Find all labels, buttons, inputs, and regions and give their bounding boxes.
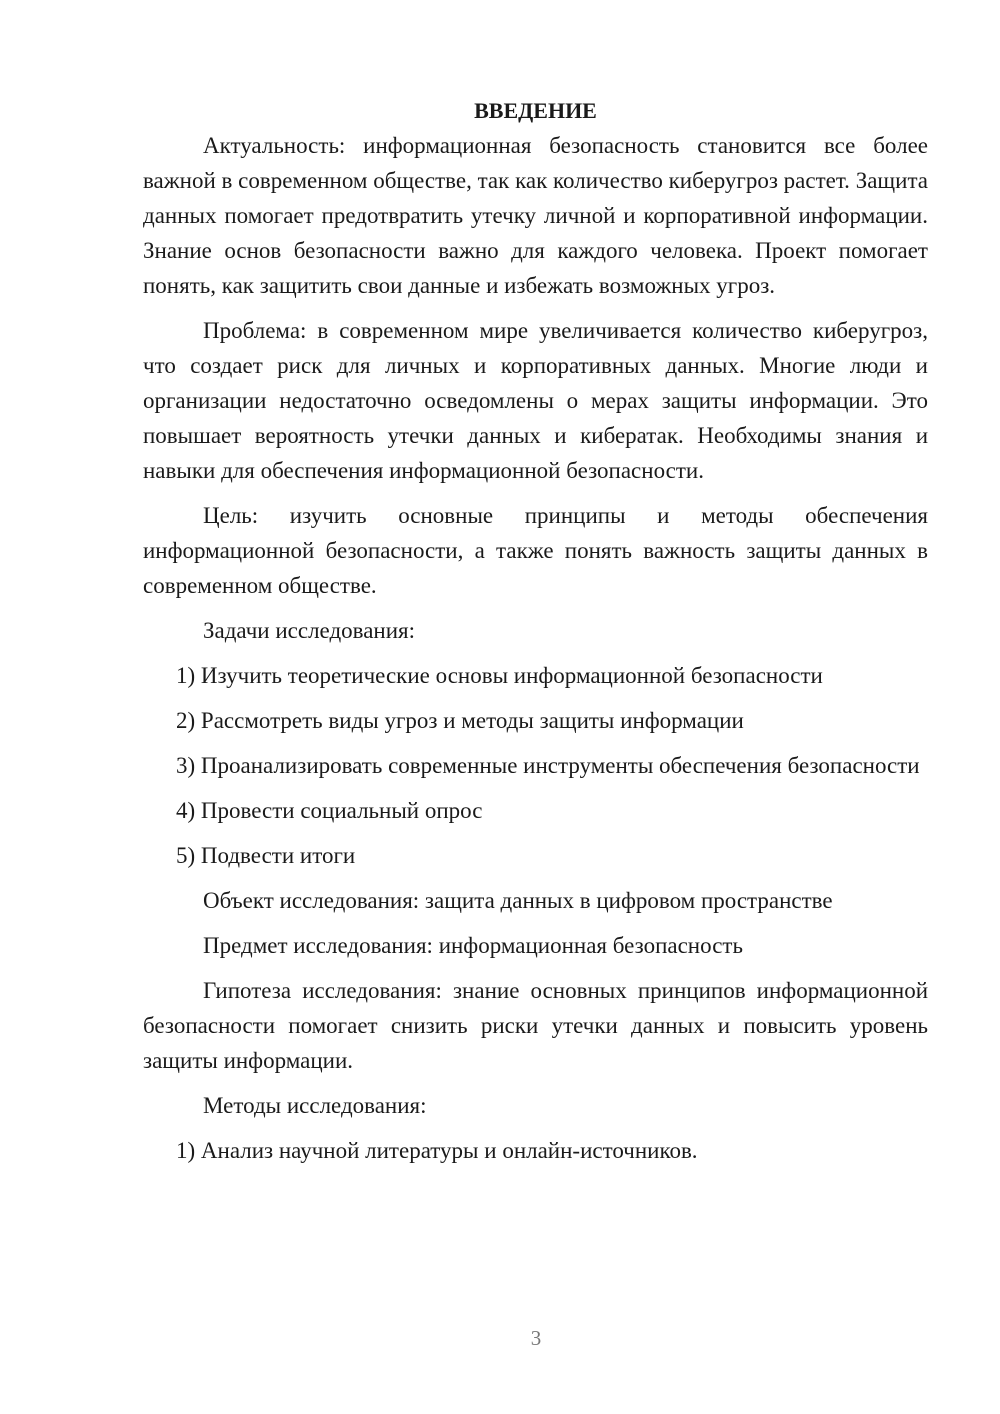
paragraph-object: Объект исследования: защита данных в цифровом пространстве: [203, 888, 833, 913]
page-number: 3: [530, 1326, 542, 1350]
task-item-4: 4) Провести социальный опрос: [176, 798, 483, 823]
paragraph-subject: Предмет исследования: информационная безопасность: [203, 933, 743, 958]
methods-heading: Методы исследования:: [203, 1093, 427, 1118]
paragraph-hypothesis: Гипотеза исследования: знание основных принципов информационной безопасности помогает снизить риски утечки данных и повысить уровень защиты информации.: [143, 978, 928, 1073]
task-item-1: 1) Изучить теоретические основы информационной безопасности: [176, 663, 823, 688]
paragraph-problem: Проблема: в современном мире увеличивается количество киберугроз, что создает риск для личных и корпоративных данных. Многие люди и организации недостаточно осведомлены о мерах защиты информации. Это повышает вероятность утечки данных и кибератак. Необходимы знания и навыки для обеспечения информационной безопасности.: [143, 318, 928, 483]
document-body: [143, 93, 928, 1168]
task-item-2: 2) Рассмотреть виды угроз и методы защиты информации: [176, 708, 744, 733]
page-title: ВВЕДЕНИЕ: [474, 98, 597, 123]
paragraph-goal: Цель: изучить основные принципы и методы обеспечения информационной безопасности, а также понять важность защиты данных в современном обществе.: [143, 503, 928, 598]
paragraph-relevance: Актуальность: информационная безопасность становится все более важной в современном обществе, так как количество киберугроз растет. Защита данных помогает предотвратить утечку личной и корпоративной информации. Знание основ безопасности важно для каждого человека. Проект помогает понять, как защитить свои данные и избежать возможных угроз.: [143, 133, 928, 298]
task-item-5: 5) Подвести итоги: [176, 843, 356, 868]
tasks-heading: Задачи исследования:: [203, 618, 416, 643]
method-item-1: 1) Анализ научной литературы и онлайн-источников.: [176, 1138, 698, 1163]
task-item-3: 3) Проанализировать современные инструменты обеспечения безопасности: [176, 753, 920, 778]
